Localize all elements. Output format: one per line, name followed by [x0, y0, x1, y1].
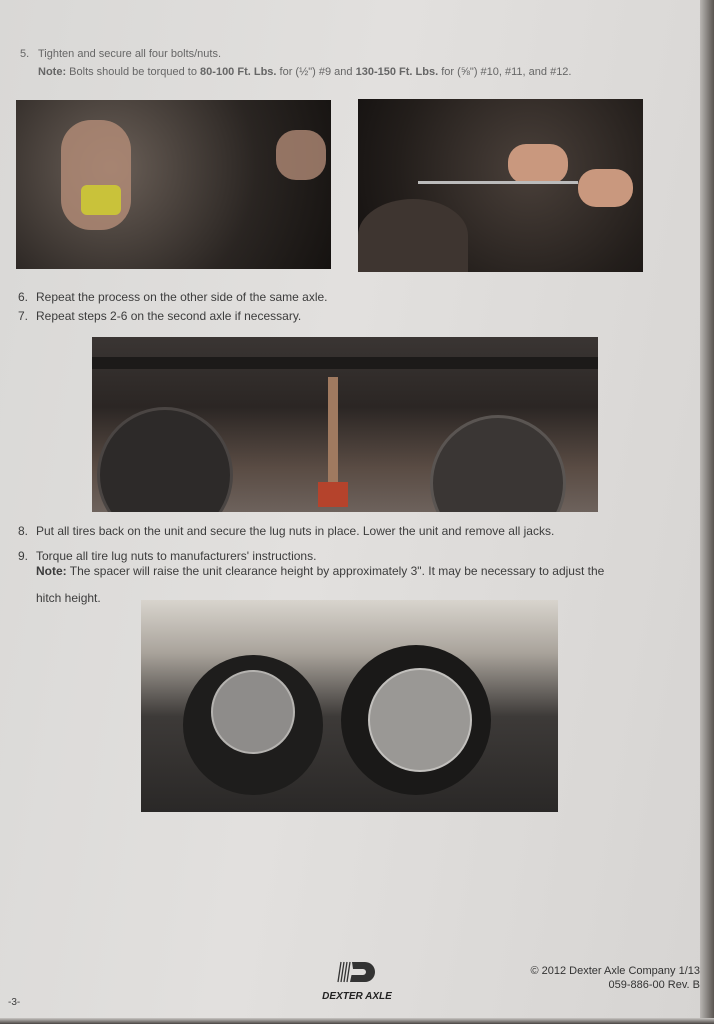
photo-impact-wrench [16, 100, 331, 269]
step-number: 7. [18, 309, 29, 323]
step-5-note [38, 66, 571, 78]
note-label: Note: [36, 564, 67, 578]
step-number: 6. [18, 290, 29, 304]
note-bold: 80-100 Ft. Lbs. [200, 66, 277, 78]
note-text: Bolts should be torqued to [66, 66, 201, 78]
step-8 [18, 524, 554, 538]
dexter-logo-icon [337, 960, 377, 984]
note-text: The spacer will raise the unit clearance height by approximately 3". It may be necessary to adjust the [66, 564, 605, 578]
copyright-text: © 2012 Dexter Axle Company 1/13 [530, 965, 700, 977]
step-9 [18, 549, 316, 563]
photo-torque-wrench [358, 99, 643, 272]
step-text: Torque all tire lug nuts to manufacturers' instructions. [36, 549, 317, 563]
step-number: 5. [20, 48, 30, 60]
step-9-note [36, 564, 604, 578]
dexter-axle-logo [322, 960, 392, 1002]
step-text: Put all tires back on the unit and secure the lug nuts in place. Lower the unit and remove all jacks. [36, 524, 555, 538]
note-text: for (⅝") #10, #11, and #12. [438, 66, 572, 78]
note-bold: 130-150 Ft. Lbs. [355, 66, 439, 78]
note-label: Note: [38, 66, 67, 78]
note-text: for (½") #9 and [276, 66, 356, 78]
step-5 [20, 48, 221, 60]
step-6 [18, 290, 328, 304]
note-text-continued: hitch height. [36, 591, 101, 605]
step-number: 9. [18, 549, 29, 563]
step-text: Tighten and secure all four bolts/nuts. [38, 48, 222, 60]
page-bottom-edge [0, 1018, 714, 1024]
step-text: Repeat steps 2-6 on the second axle if necessary. [36, 309, 302, 323]
photo-axle-jack [92, 337, 598, 512]
page-edge [700, 0, 714, 1024]
step-number: 8. [18, 524, 29, 538]
photo-trailer-tires [141, 600, 558, 812]
logo-text: DEXTER AXLE [322, 991, 392, 1002]
step-text: Repeat the process on the other side of the same axle. [36, 290, 328, 304]
copyright-block [530, 964, 700, 992]
page-number: -3- [8, 997, 21, 1008]
step-7 [18, 309, 301, 323]
part-number: 059-886-00 Rev. B [608, 979, 700, 991]
